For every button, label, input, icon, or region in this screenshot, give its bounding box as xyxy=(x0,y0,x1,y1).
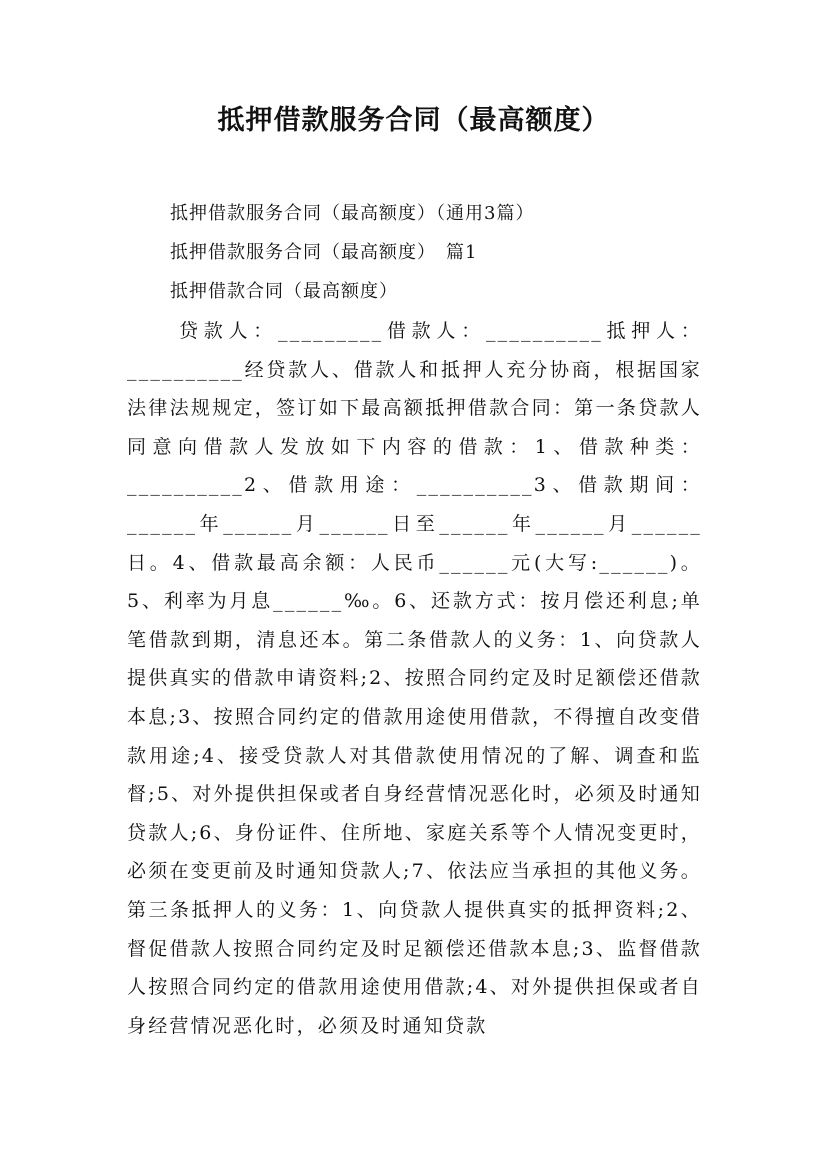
intro-line-part-heading: 抵押借款服务合同（最高额度） 篇1 xyxy=(170,242,478,263)
intro-line-collection-title: 抵押借款服务合同（最高额度）（通用3篇） xyxy=(170,203,535,224)
contract-body xyxy=(127,312,702,1045)
intro-line-contract-name: 抵押借款合同（最高额度） xyxy=(170,281,398,302)
contract-body-paragraph: 贷款人：_________借款人：__________抵押人：__________经贷款人、借款人和抵押人充分协商，根据国家法律法规规定，签订如下最高额抵押借款合同：第一条贷款人同意向借款人发放如下内容的借款：1、借款种类：__________2、借款用途：__________3、借款期间：______年______月______日至______年______月______日。4、借款最高余额：人民币______元(大写:______)。5、利率为月息______‰。6、还款方式：按月偿还利息;单笔借款到期，清息还本。第二条借款人的义务：1、向贷款人提供真实的借款申请资料;2、按照合同约定及时足额偿还借款本息;3、按照合同约定的借款用途使用借款，不得擅自改变借款用途;4、接受贷款人对其借款使用情况的了解、调查和监督;5、对外提供担保或者自身经营情况恶化时，必须及时通知贷款人;6、身份证件、住所地、家庭关系等个人情况变更时，必须在变更前及时通知贷款人;7、依法应当承担的其他义务。第三条抵押人的义务：1、向贷款人提供真实的抵押资料;2、督促借款人按照合同约定及时足额偿还借款本息;3、监督借款人按照合同约定的借款用途使用借款;4、对外提供担保或者自身经营情况恶化时，必须及时通知贷款 xyxy=(127,320,702,1037)
document-title: 抵押借款服务合同（最高额度） xyxy=(217,105,610,136)
